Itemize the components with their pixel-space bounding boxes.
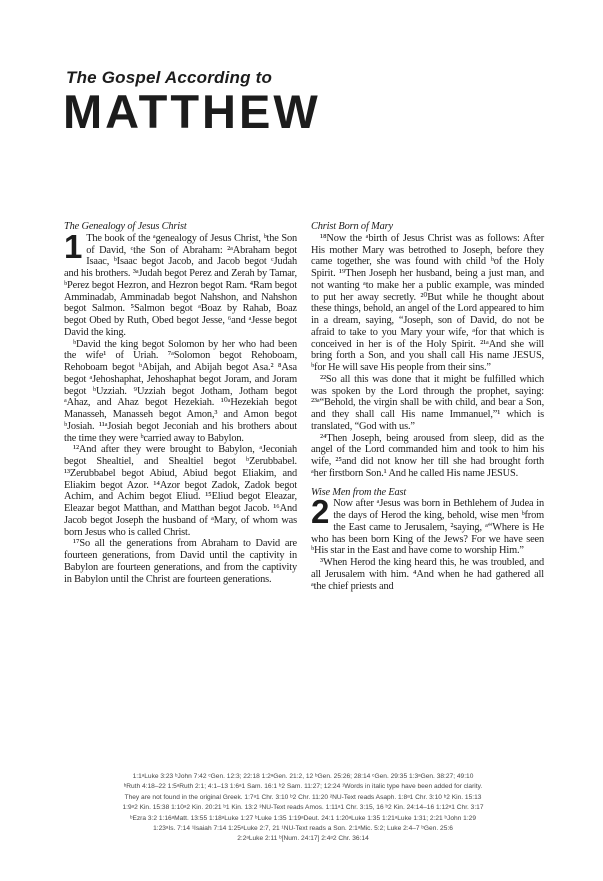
- footnotes: [68, 772, 538, 845]
- right-column: [311, 221, 544, 592]
- footnote-line: 2:2ᵃLuke 2:11 ᵇ[Num. 24:17] 2:4ᵃ2 Chr. 36:14: [237, 835, 369, 843]
- left-column: [64, 221, 297, 585]
- footnote-line: ᵇRuth 4:18–22 1:5ᵃRuth 2:1; 4:1–13 1:6ᵃ1 Sam. 16:1 ᵇ2 Sam. 11:27; 12:24 ¹Words in italic type have been added for clarity.: [123, 783, 483, 791]
- verse-paragraph: [64, 227, 297, 339]
- footnote-line: 1:23ᵃIs. 7:14 ¹Isaiah 7:14 1:25ᵃLuke 2:7, 21 ¹NU-Text reads a Son. 2:1ᵃMic. 5:2; Luke 2:4–7 ᵇGen. 25:6: [153, 825, 453, 833]
- gospel-subtitle: The Gospel According to: [66, 68, 273, 87]
- verse-paragraph: [311, 493, 544, 557]
- verse-text: The book of the ᵃgenealogy of Jesus Christ, ᵇthe Son of David, ᶜthe Son of Abraham: ²ᵃAbraham begot Isaac, ᵇIsaac begot Jacob, and Jacob begot ᶜJudah and his brothers. ³ᵃJudah begot Perez and Zerah by Tamar, ᵇPerez begot Hezron, and Hezron begot Ram. ⁴Ram begot Amminadab, Amminadab begot Nahshon, and Nahshon begot Salmon. ⁵Salmon begot ᵃBoaz by Rahab, Boaz begot Obed by Ruth, Obed begot Jesse, ⁶and ᵃJesse begot David the king.: [64, 232, 297, 338]
- verse-text: Now after ᵃJesus was born in Bethlehem of Judea in the days of Herod the king, behold, wise men ᵇfrom the East came to Jerusalem, ²saying, ᵃ“Where is He who has been born King of the Jews? For we have seen ᵇHis star in the East and have come to worship Him.”: [311, 498, 544, 557]
- section-heading-wise-men: Wise Men from the East: [311, 486, 407, 498]
- section-heading-christ-born: Christ Born of Mary: [311, 221, 393, 232]
- footnote-line: They are not found in the original Greek. 1:7ᵃ1 Chr. 3:10 ᵇ2 Chr. 11:20 ²NU-Text reads Asaph. 1:8ᵃ1 Chr. 3:10 ᵇ2 Kin. 15:13: [124, 793, 482, 801]
- footnote-line: ᵇEzra 3:2 1:16ᵃMatt. 13:55 1:18ᵃLuke 1:27 ᵇLuke 1:35 1:19ᵃDeut. 24:1 1:20ᵃLuke 1:35 1:21ᵃLuke 1:31; 2:21 ᵇJohn 1:29: [129, 814, 476, 822]
- verse-paragraph: ³When Herod the king heard this, he was troubled, and all Jerusalem with him. ⁴And when he had gathered all ᵃthe chief priests and: [311, 557, 544, 592]
- section-heading-genealogy: The Genealogy of Jesus Christ: [64, 221, 187, 232]
- footnote-line: 1:1ᵃLuke 3:23 ᵇJohn 7:42 ᶜGen. 12:3; 22:18 1:2ᵃGen. 21:2, 12 ᵇGen. 25:26; 28:14 ᶜGen. 29:35 1:3ᵃGen. 38:27; 49:10: [132, 773, 474, 780]
- chapter-number: 2: [311, 493, 330, 531]
- verse-paragraph: ᵇDavid the king begot Solomon by her who had been the wife¹ of Uriah. ⁷ᵃSolomon begot Rehoboam, Rehoboam begot ᵇAbijah, and Abijah begot Asa.² ⁸Asa begot ᵃJehoshaphat, Jehoshaphat begot Joram, and Joram begot ᵇUzziah. ⁹Uzziah begot Jotham, Jotham begot ᵃAhaz, and Ahaz begot Hezekiah. ¹⁰ᵃHezekiah begot Manasseh, Manasseh begot Amon,³ and Amon begot ᵇJosiah. ¹¹ᵃJosiah begot Jeconiah and his brothers about the time they were ᵇcarried away to Babylon.: [64, 338, 297, 444]
- verse-paragraph: ¹²And after they were brought to Babylon, ᵃJeconiah begot Shealtiel, and Shealtiel begot ᵇZerubbabel. ¹³Zerubbabel begot Abiud, Abiud begot Eliakim, and Eliakim begot Azor. ¹⁴Azor begot Zadok, Zadok begot Achim, and Achim begot Eliud. ¹⁵Eliud begot Eleazar, Eleazar begot Matthan, and Matthan begot Jacob. ¹⁶And Jacob begot Joseph the husband of ᵃMary, of whom was born Jesus who is called Christ.: [64, 444, 297, 538]
- chapter-number: 1: [64, 227, 83, 265]
- verse-paragraph: ²²So all this was done that it might be fulfilled which was spoken by the Lord through the prophet, saying: ²³ᵃ“Behold, the virgin shall be with child, and bear a Son, and they shall call His name Immanuel,”¹ which is translated, “God with us.”: [311, 373, 544, 432]
- book-title: MATTHEW: [63, 85, 321, 138]
- verse-paragraph: ¹⁷So all the generations from Abraham to David are fourteen generations, from David until the captivity in Babylon are fourteen generations, and from the captivity in Babylon until the Christ are fourteen generations.: [64, 538, 297, 585]
- verse-paragraph: ¹⁸Now the ᵃbirth of Jesus Christ was as follows: After His mother Mary was betrothed to Joseph, before they came together, she was found with child ᵇof the Holy Spirit. ¹⁹Then Joseph her husband, being a just man, and not wanting ᵃto make her a public example, was minded to put her away secretly. ²⁰But while he thought about these things, behold, an angel of the Lord appeared to him in a dream, saying, “Joseph, son of David, do not be afraid to take to you Mary your wife, ᵃfor that which is conceived in her is of the Holy Spirit. ²¹ᵃAnd she will bring forth a Son, and you shall call His name JESUS, ᵇfor He will save His people from their sins.”: [311, 232, 544, 373]
- verse-paragraph: ²⁴Then Joseph, being aroused from sleep, did as the angel of the Lord commanded him and took to him his wife, ²⁵and did not know her till she had brought forth ᵃher firstborn Son.¹ And he called His name JESUS.: [311, 432, 544, 479]
- footnote-line: 1:9ᵃ2 Kin. 15:38 1:10ᵃ2 Kin. 20:21 ᵇ1 Kin. 13:2 ³NU-Text reads Amos. 1:11ᵃ1 Chr. 3:15, 16 ᵇ2 Kin. 24:14–16 1:12ᵃ1 Chr. 3:17: [122, 804, 484, 812]
